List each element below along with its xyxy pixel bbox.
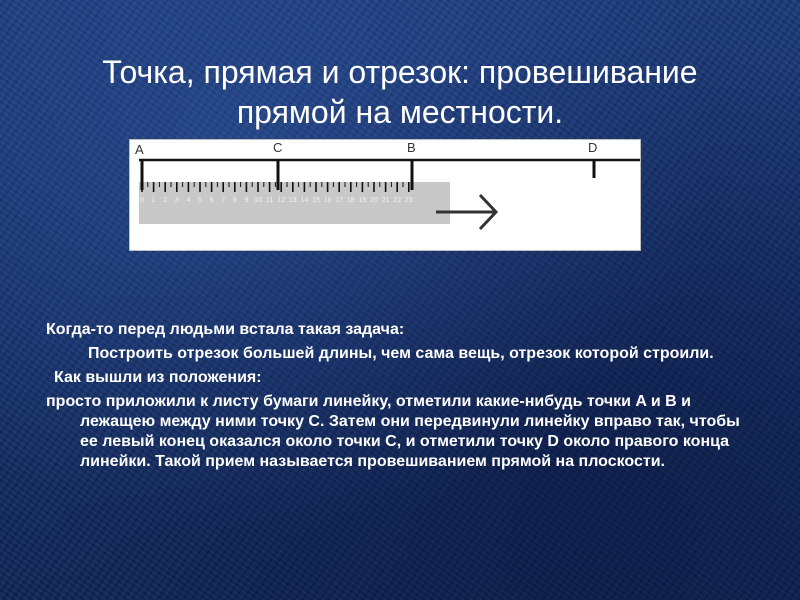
ruler-number: 11 xyxy=(265,197,274,204)
point-d-label: D xyxy=(588,140,598,155)
ruler-number: 1 xyxy=(151,197,156,204)
ruler-number: 6 xyxy=(209,197,214,204)
slide-title xyxy=(40,52,760,132)
ruler-number: 23 xyxy=(404,197,413,204)
ruler-number: 16 xyxy=(323,197,332,204)
ruler-number: 9 xyxy=(244,197,249,204)
paragraph-solution-intro: Как вышли из положения: xyxy=(54,369,262,386)
ruler-number: 17 xyxy=(335,197,344,204)
ruler-number: 13 xyxy=(288,197,297,204)
ruler-number: 5 xyxy=(198,197,202,204)
paragraph-task-intro: Когда-то перед людьми встала такая задача: xyxy=(46,321,405,338)
slide-title-line-1: Точка, прямая и отрезок: провешивание xyxy=(102,54,698,90)
point-b-label: B xyxy=(407,140,416,155)
ruler-number: 21 xyxy=(381,197,390,204)
ruler-number: 2 xyxy=(163,197,168,204)
ruler-illustration xyxy=(129,139,641,251)
ruler-number: 3 xyxy=(174,197,179,204)
ruler-diagram xyxy=(130,140,640,250)
ruler-number: 10 xyxy=(254,197,262,204)
ruler-number: 18 xyxy=(346,197,355,204)
point-a-label: A xyxy=(135,142,144,157)
ruler-number: 7 xyxy=(221,197,226,204)
slide-title-line-2: прямой на местности. xyxy=(236,94,564,130)
ruler-number: 22 xyxy=(393,197,402,204)
ruler-number: 4 xyxy=(186,197,191,204)
point-c-label: C xyxy=(273,140,283,155)
ruler-number: 19 xyxy=(358,197,367,204)
ruler-number: 20 xyxy=(370,197,378,204)
ruler-number: 8 xyxy=(232,197,237,204)
ruler-number: 12 xyxy=(277,197,286,204)
ruler-number: 14 xyxy=(300,197,309,204)
ruler-number: 15 xyxy=(312,197,320,204)
paragraph-task: Построить отрезок большей длины, чем сама вещь, отрезок которой строили. xyxy=(88,345,714,362)
body-text xyxy=(46,320,761,476)
ruler-number: 0 xyxy=(140,197,144,204)
paragraph-solution: просто приложили к листу бумаги линейку, отметили какие-нибудь точки A и B и лежащею между ними точку C. Затем они передвинули линейку вправо так, чтобы ее левый конец оказался около точки C, и отметили точку D около правого конца линейки. Такой прием называется провешиванием прямой на плоскости. xyxy=(46,393,740,470)
